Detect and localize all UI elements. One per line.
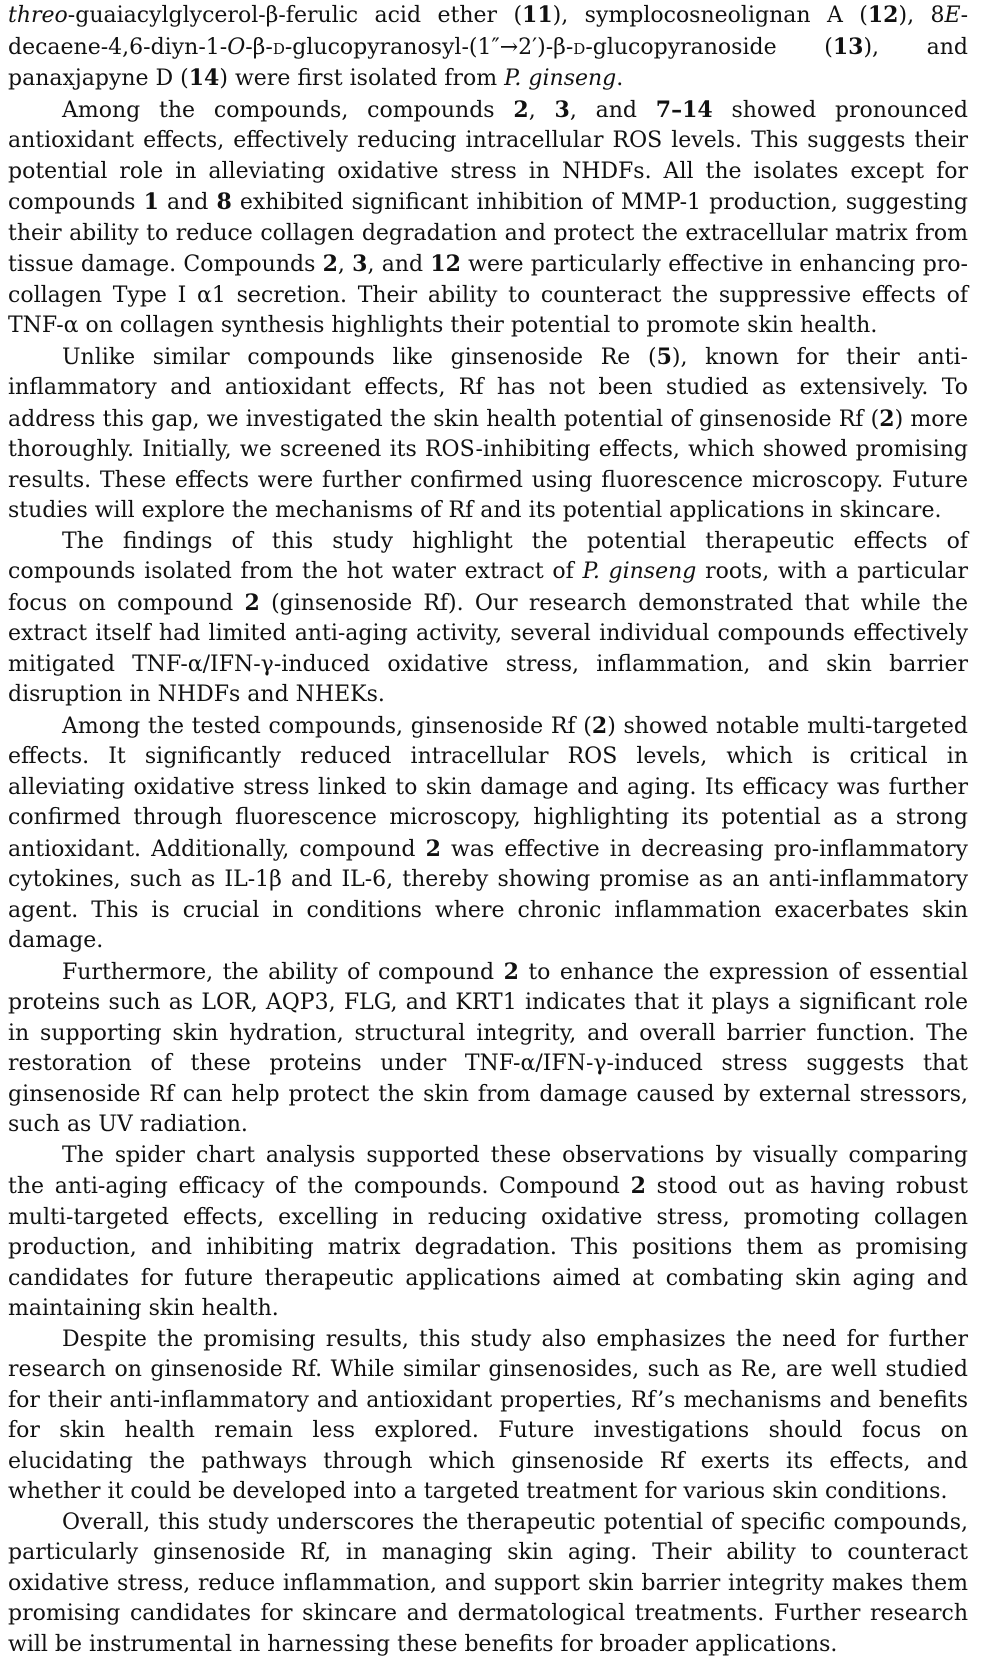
text-run: Despite the promising results, this study also emphasizes the need for further research on ginsenoside Rf. While similar ginsenosides, such as Re, are well studied for their anti-inflammatory and antioxidant properties, Rf’s mechanisms and benefits for skin health remain less explored. Future investigations should focus on elucidating the pathways through which ginsenoside Rf exerts its effects, and whether it could be developed into a targeted treatment for various skin conditions.: [8, 1327, 968, 1505]
text-run: O: [227, 35, 245, 60]
text-run: ), and panaxjapyne D (: [8, 35, 968, 92]
text-run: -glucopyranosyl-(1″→2′)-β-: [285, 35, 573, 60]
paper-body: [8, 0, 968, 1660]
text-run: 2: [504, 959, 519, 985]
text-run: to enhance the expression of essential proteins such as LOR, AQP3, FLG, and KRT1 indicates that it plays a significant role in supporting skin hydration, structural integrity, and overall barrier function. The restoration of these proteins under TNF-α/IFN-γ-induced stress suggests that ginsenoside Rf can help protect the skin from damage caused by external stressors, such as UV radiation.: [8, 960, 968, 1138]
body-paragraph: [8, 957, 968, 1141]
text-run: The findings of this study highlight the potential therapeutic effects of compounds isolated from the hot water extract of: [8, 529, 968, 585]
text-run: d: [273, 35, 285, 60]
text-run: E: [945, 3, 961, 28]
text-run: .: [616, 66, 623, 91]
text-run: 12: [868, 2, 899, 28]
text-run: showed pronounced antioxidant effects, effectively reducing intracellular ROS levels. This suggests their potential role in alleviating oxidative stress in NHDFs. All the isolates except for compounds: [8, 98, 968, 216]
text-run: were particularly effective in enhancing pro-collagen Type I α1 secretion. Their ability to counteract the suppressive effects of TNF-α on collagen synthesis highlights their potential to promote skin health.: [8, 252, 968, 338]
text-run: P. ginseng: [504, 66, 616, 91]
text-run: was effective in decreasing pro-inflammatory cytokines, such as IL-1β and IL-6, thereby showing promise as an anti-inflammatory agent. This is crucial in conditions where chronic inflammation exacerbates skin damage.: [8, 837, 968, 954]
text-run: 8: [216, 189, 231, 215]
text-run: ) showed notable multi-targeted effects. It significantly reduced intracellular ROS levels, which is critical in alleviating oxidative stress linked to skin damage and aging. Its efficacy was further confirmed through fluorescence microscopy, highlighting its potential as a strong antioxidant. Additionally, compound: [8, 714, 968, 862]
text-run: 14: [189, 65, 220, 91]
text-run: (ginsenoside Rf). Our research demonstrated that while the extract itself had limited anti-aging activity, several individual compounds effectively mitigated TNF-α/IFN-γ-induced oxidative stress, inflammation, and skin barrier disruption in NHDFs and NHEKs.: [8, 591, 968, 708]
body-paragraph: [8, 527, 968, 711]
text-run: 13: [833, 34, 864, 60]
text-run: roots, with a particular focus on compound: [8, 559, 968, 616]
text-run: 7–14: [656, 97, 713, 123]
text-run: 2: [513, 97, 528, 123]
text-run: and: [159, 190, 217, 215]
text-run: 2: [879, 406, 894, 432]
body-paragraph: [8, 1325, 968, 1508]
text-run: -glucopyranoside (: [585, 35, 832, 60]
text-run: 12: [430, 251, 461, 277]
text-run: ,: [529, 98, 555, 123]
body-paragraph: [8, 1508, 968, 1660]
body-paragraph: [8, 1141, 968, 1325]
text-run: ), known for their anti-inflammatory and antioxidant effects, Rf has not been studied as extensively. To address this gap, we investigated the skin health potential of ginsenoside Rf (: [8, 345, 968, 432]
text-run: 11: [522, 2, 553, 28]
text-run: -guaiacylglycerol-β-ferulic acid ether (: [68, 3, 522, 28]
text-run: stood out as having robust multi-targeted effects, excelling in reducing oxidative stress, promoting collagen production, and inhibiting matrix degradation. This positions them as promising candidates for future therapeutic applications aimed at combating skin aging and maintaining skin health.: [8, 1174, 968, 1321]
text-run: exhibited significant inhibition of MMP-1 production, suggesting their ability to reduce collagen degradation and protect the extracellular matrix from tissue damage. Compounds: [8, 190, 968, 277]
text-run: , and: [367, 252, 430, 277]
text-run: ), symplocosneolignan A (: [553, 3, 868, 28]
body-paragraph: [8, 342, 968, 527]
text-run: , and: [570, 98, 656, 123]
text-run: 1: [144, 189, 159, 215]
text-run: The spider chart analysis supported these observations by visually comparing the anti-aging efficacy of the compounds. Compound: [8, 1143, 968, 1200]
body-paragraph: [8, 95, 968, 342]
text-run: ,: [338, 252, 352, 277]
text-run: Furthermore, the ability of compound: [62, 960, 504, 985]
text-run: P. ginseng: [582, 559, 696, 584]
text-run: threo: [8, 3, 68, 28]
text-run: 2: [323, 251, 338, 277]
text-run: 2: [245, 590, 260, 616]
body-paragraph: [8, 0, 968, 95]
text-run: Among the compounds, compounds: [62, 98, 513, 123]
body-paragraph: [8, 711, 968, 957]
text-run: ) were first isolated from: [219, 66, 504, 91]
text-run: 2: [631, 1173, 646, 1199]
text-run: 2: [592, 713, 607, 739]
text-run: -β-: [245, 35, 273, 60]
text-run: d: [573, 35, 585, 60]
text-run: 2: [426, 836, 441, 862]
text-run: Overall, this study underscores the therapeutic potential of specific compounds, particularly ginsenoside Rf, in managing skin aging. Their ability to counteract oxidative stress, reduce inflammation, and support skin barrier integrity makes them promising candidates for skincare and dermatological treatments. Further research will be instrumental in harnessing these benefits for broader applications.: [8, 1510, 968, 1657]
text-run: ) more thoroughly. Initially, we screened its ROS-inhibiting effects, which showed promising results. These effects were further confirmed using fluorescence microscopy. Future studies will explore the mechanisms of Rf and its potential applications in skincare.: [8, 407, 968, 524]
text-run: Among the tested compounds, ginsenoside Rf (: [62, 714, 592, 739]
text-run: -decaene-4,6-diyn-1-: [8, 3, 968, 60]
text-run: Unlike similar compounds like ginsenoside Re (: [62, 345, 657, 370]
text-run: 5: [657, 344, 672, 370]
text-run: ), 8: [898, 3, 944, 28]
text-run: 3: [555, 97, 570, 123]
text-run: 3: [352, 251, 367, 277]
